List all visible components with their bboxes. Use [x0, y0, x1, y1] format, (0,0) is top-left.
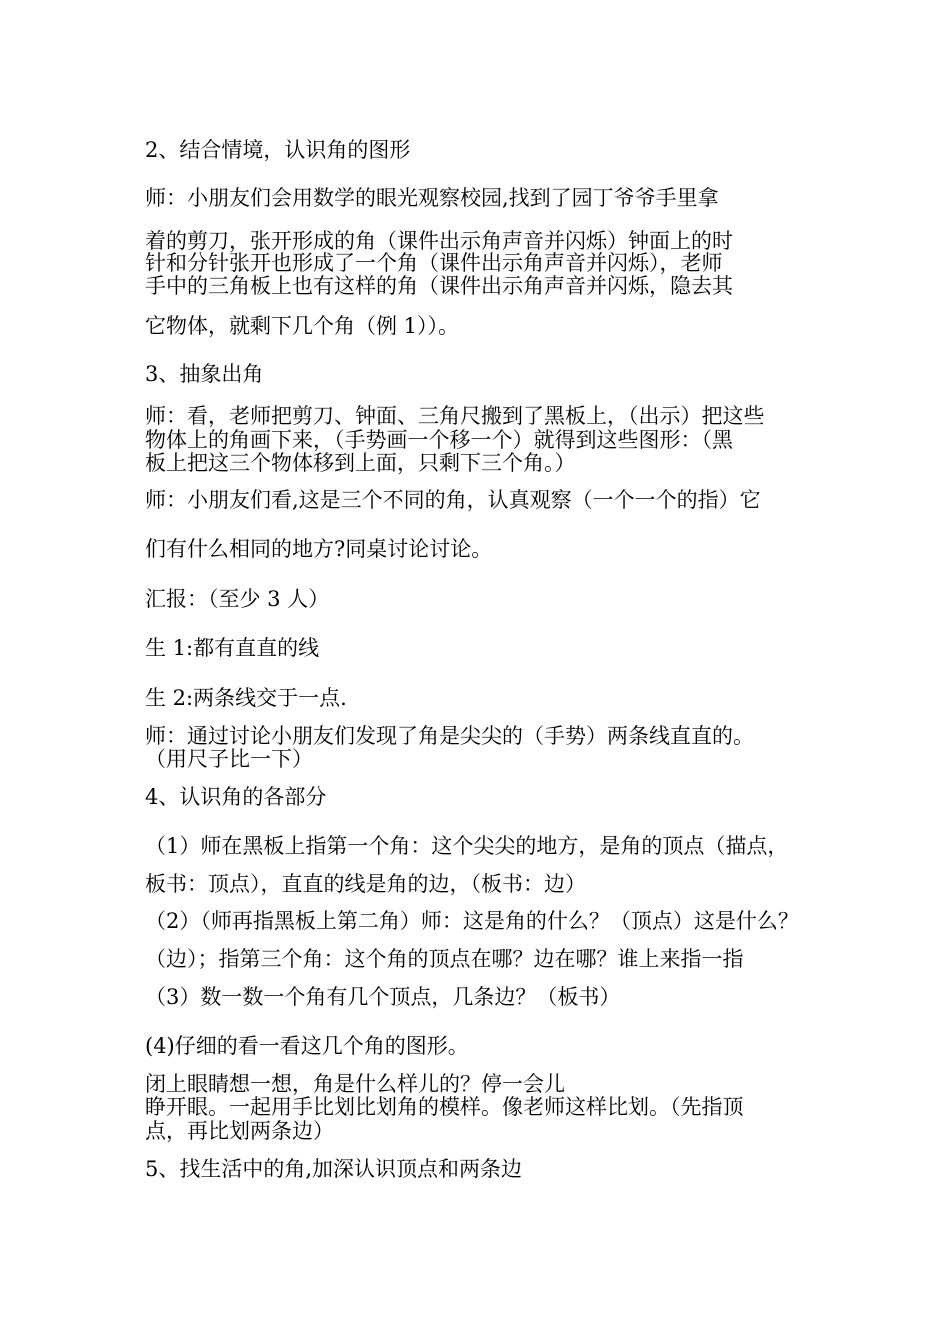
paragraph-line: （3）数一数一个角有几个顶点，几条边？（板书） [145, 985, 621, 1009]
paragraph-line: 点，再比划两条边） [145, 1119, 334, 1143]
paragraph-line: 师：小朋友们看,这是三个不同的角，认真观察（一个一个的指）它 [145, 488, 761, 512]
student-answer-2: 生 2:两条线交于一点. [145, 686, 347, 710]
paragraph-line: （边）；指第三个角：这个角的顶点在哪？边在哪？谁上来指一指 [145, 947, 744, 971]
paragraph-line: （1）师在黑板上指第一个角：这个尖尖的地方，是角的顶点（描点， [145, 834, 789, 858]
paragraph-line: （用尺子比一下） [145, 747, 313, 771]
paragraph-line: （2）（师再指黑板上第二角）师：这是角的什么？（顶点）这是什么？ [145, 909, 799, 933]
report-line: 汇报：（至少 3 人） [145, 587, 330, 611]
heading-section-4: 4、认识角的各部分 [145, 785, 327, 809]
paragraph-line: 闭上眼睛想一想，角是什么样儿的？停一会儿 [145, 1072, 565, 1096]
paragraph-line: 们有什么相同的地方?同桌讨论讨论。 [145, 537, 493, 561]
heading-section-3: 3、抽象出角 [145, 362, 264, 386]
paragraph-line: 物体上的角画下来，（手势画一个移一个）就得到这些图形：（黑 [145, 428, 733, 452]
paragraph-line: (4)仔细的看一看这几个角的图形。 [145, 1034, 469, 1058]
paragraph-line: 着的剪刀，张开形成的角（课件出示角声音并闪烁）钟面上的时 [145, 229, 733, 253]
paragraph-line: 师：小朋友们会用数学的眼光观察校园,找到了园丁爷爷手里拿 [145, 186, 719, 210]
paragraph-line: 针和分针张开也形成了一个角（课件出示角声音并闪烁），老师 [145, 251, 723, 275]
heading-section-5: 5、找生活中的角,加深认识顶点和两条边 [145, 1157, 523, 1181]
student-answer-1: 生 1:都有直直的线 [145, 636, 320, 660]
paragraph-line: 板书：顶点），直直的线是角的边，（板书：边） [145, 872, 586, 896]
paragraph-line: 板上把这三个物体移到上面，只剩下三个角。） [145, 451, 576, 475]
paragraph-line: 手中的三角板上也有这样的角（课件出示角声音并闪烁，隐去其 [145, 274, 733, 298]
paragraph-line: 师：看，老师把剪刀、钟面、三角尺搬到了黑板上，（出示）把这些 [145, 404, 765, 428]
paragraph-line: 它物体，就剩下几个角（例 1））。 [145, 314, 460, 338]
paragraph-line: 师：通过讨论小朋友们发现了角是尖尖的（手势）两条线直直的。 [145, 724, 754, 748]
heading-section-2: 2、结合情境，认识角的图形 [145, 138, 411, 162]
paragraph-line: 睁开眼。一起用手比划比划角的模样。像老师这样比划。（先指顶 [145, 1095, 744, 1119]
